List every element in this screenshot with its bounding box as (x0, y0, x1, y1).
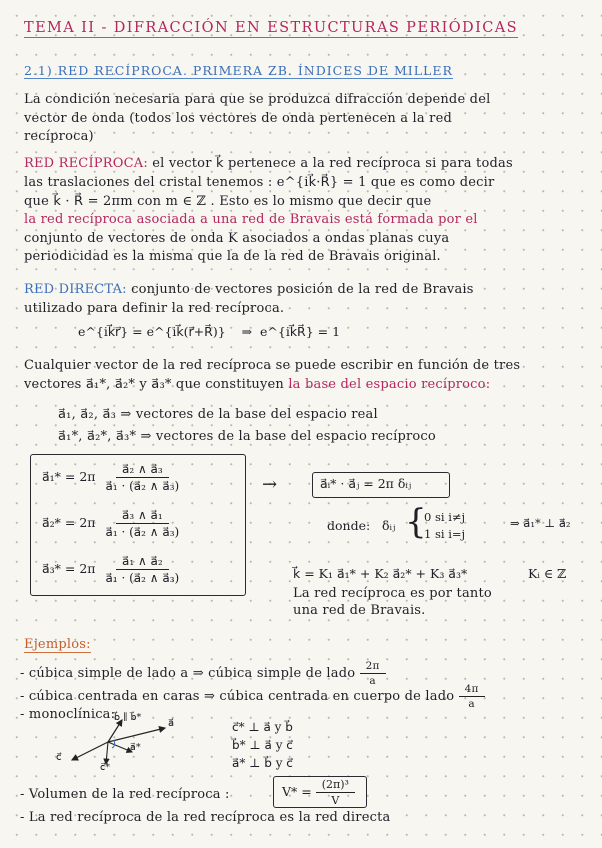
perp-3: a⃗* ⊥ b⃗ y c⃗ (232, 756, 293, 770)
formula-a3-den: a⃗₁ · (a⃗₂ ∧ a⃗₃) (105, 571, 180, 585)
red-reciproca-highlight: la red recíproca asociada a una red de Bravais está formada por el (24, 212, 478, 227)
volumen-fraction (316, 778, 355, 807)
c-vector (72, 742, 108, 760)
red-reciproca-text-1: el vector k⃗ pertenece a la red recíproca si para todas (152, 156, 513, 171)
diagram-label-c-star: c⃗* (100, 762, 110, 773)
right-arrow: → (262, 474, 278, 495)
ejemplo-1-num: 2π (360, 660, 386, 674)
section-heading (24, 63, 453, 78)
formula-a2-lhs: a⃗₂* = 2π (42, 515, 96, 530)
page-title (24, 20, 518, 36)
red-directa-label: RED DIRECTA: (24, 282, 127, 297)
cualquier-line-2b: la base del espacio recíproco: (288, 377, 491, 392)
perp-consequence: ⇒ a⃗₁* ⊥ a⃗₂ (510, 516, 571, 530)
cualquier-line-1: Cualquier vector de la red recíproca se puede escribir en función de tres (24, 358, 521, 373)
diagram-label-b: b⃗ ∥ b⃗* (114, 712, 142, 723)
volumen-lhs: V* = (282, 784, 312, 799)
eq-arrow: ⇒ (241, 324, 253, 339)
eq-mid: = e^{ik⃗(r⃗+R⃗)} (132, 324, 226, 339)
delta-brace: { (405, 502, 427, 542)
last-line: - La red recíproca de la red recíproca es la red directa (20, 810, 391, 825)
formula-a3-lhs: a⃗₃* = 2π (42, 561, 96, 576)
c-star-vector (106, 742, 108, 764)
ejemplos-label-text: Ejemplos: (24, 637, 91, 652)
eq-lhs: e^{ik⃗r⃗} (78, 324, 129, 339)
ejemplo-2-den: a (468, 698, 475, 710)
perp-1: c⃗* ⊥ a⃗ y b⃗ (232, 720, 293, 734)
volumen-formula (282, 778, 355, 807)
intro-line-3: recíproca) (24, 129, 94, 144)
intro-line-1: La condición necesaria para que se produzca difracción depende del (24, 92, 491, 107)
k-expansion: k⃗ = K₁ a⃗₁* + K₂ a⃗₂* + K₃ a⃗₃* (293, 566, 468, 581)
red-reciproca-label: RED RECÍPROCA: (24, 156, 148, 171)
delta-case-1: 0 si i≠j (424, 510, 466, 524)
a-star-vector (108, 742, 132, 752)
diagram-label-a-star: a⃗* (130, 742, 141, 753)
ejemplo-1-text: - cúbica simple de lado a ⇒ cúbica simple de lado (20, 666, 356, 681)
formula-a3-fraction (100, 554, 186, 585)
red-reciproca-line-6: periodicidad es la misma que la de la red de Bravais original. (24, 249, 441, 264)
ejemplo-2-fraction (459, 683, 485, 710)
formula-a2-den: a⃗₁ · (a⃗₂ ∧ a⃗₃) (105, 525, 180, 539)
red-directa-line-2: utilizado para definir la red recíproca. (24, 301, 285, 316)
section-heading-text: 2.1) RED RECÍPROCA. PRIMERA ZB. ÍNDICES DE MILLER (24, 63, 453, 78)
formula-a2-fraction (100, 508, 186, 539)
ejemplo-3: - monoclínica: (20, 707, 116, 722)
formula-a1-lhs: a⃗₁* = 2π (42, 469, 96, 484)
base-real: a⃗₁, a⃗₂, a⃗₃ ⇒ vectores de la base del espacio real (58, 407, 378, 422)
red-reciproca-line-3: que k⃗ · R⃗ = 2πm con m ∈ ℤ . Esto es lo mismo que decir que (24, 194, 432, 209)
formula-a2-num: a⃗₃ ∧ a⃗₁ (116, 508, 169, 524)
base-reciproca: a⃗₁*, a⃗₂*, a⃗₃* ⇒ vectores de la base del espacio recíproco (58, 429, 436, 444)
ejemplo-2-num: 4π (459, 683, 485, 697)
red-reciproca-line-1 (24, 156, 513, 171)
formula-a2 (42, 508, 185, 539)
ejemplos-label (24, 637, 91, 652)
red-directa-text-1: conjunto de vectores posición de la red de Bravais (131, 282, 474, 297)
page-title-text: TEMA II - DIFRACCIÓN EN ESTRUCTURAS PERIÓDICAS (24, 20, 518, 36)
red-reciproca-line-2: las traslaciones del cristal tenemos : e^{ik⃗·R⃗} = 1 que es como decir (24, 175, 495, 190)
red-reciproca-line-5: conjunto de vectores de onda K asociados a ondas planas cuya (24, 231, 450, 246)
intro-line-2: vector de onda (todos los vectores de onda pertenecen a la red (24, 111, 453, 126)
ejemplo-2-text: - cúbica centrada en caras ⇒ cúbica centrada en cuerpo de lado (20, 689, 455, 704)
volumen-text: - Volumen de la red recíproca : (20, 787, 230, 802)
donde-label: donde: (327, 518, 371, 533)
formula-a3-num: a⃗₁ ∧ a⃗₂ (116, 554, 169, 570)
formula-a1-num: a⃗₂ ∧ a⃗₃ (116, 462, 169, 478)
formula-a1-den: a⃗₁ · (a⃗₂ ∧ a⃗₃) (105, 479, 180, 493)
cualquier-line-2a: vectores a⃗₁*, a⃗₂* y a⃗₃* que constituyen (24, 377, 284, 392)
formula-a1-fraction (100, 462, 186, 493)
note-line-1: La red recíproca es por tanto (293, 586, 492, 601)
diagram-label-c: c⃗ (56, 752, 62, 763)
k-integers: Kᵢ ∈ ℤ (528, 566, 567, 581)
perp-2: b⃗* ⊥ a⃗ y c⃗ (232, 738, 293, 752)
cualquier-line-2 (24, 377, 490, 392)
ejemplo-2 (20, 683, 485, 710)
formula-a1 (42, 462, 185, 493)
note-line-2: una red de Bravais. (293, 603, 426, 618)
delta-case-2: 1 si i=j (424, 527, 466, 541)
volumen-den: V (331, 794, 340, 807)
red-directa-line-1 (24, 282, 474, 297)
formula-a3 (42, 554, 185, 585)
red-directa-equation (78, 324, 340, 339)
orthogonality-relation: a⃗ᵢ* · a⃗ⱼ = 2π δᵢⱼ (320, 476, 412, 491)
volumen-num: (2π)³ (316, 778, 355, 793)
ejemplo-1-den: a (369, 675, 376, 687)
eq-rhs: e^{ik⃗R⃗} = 1 (260, 324, 341, 339)
diagram-label-a: a⃗ (168, 718, 175, 729)
a-vector (108, 728, 165, 742)
delta-symbol: δᵢⱼ (382, 518, 396, 533)
